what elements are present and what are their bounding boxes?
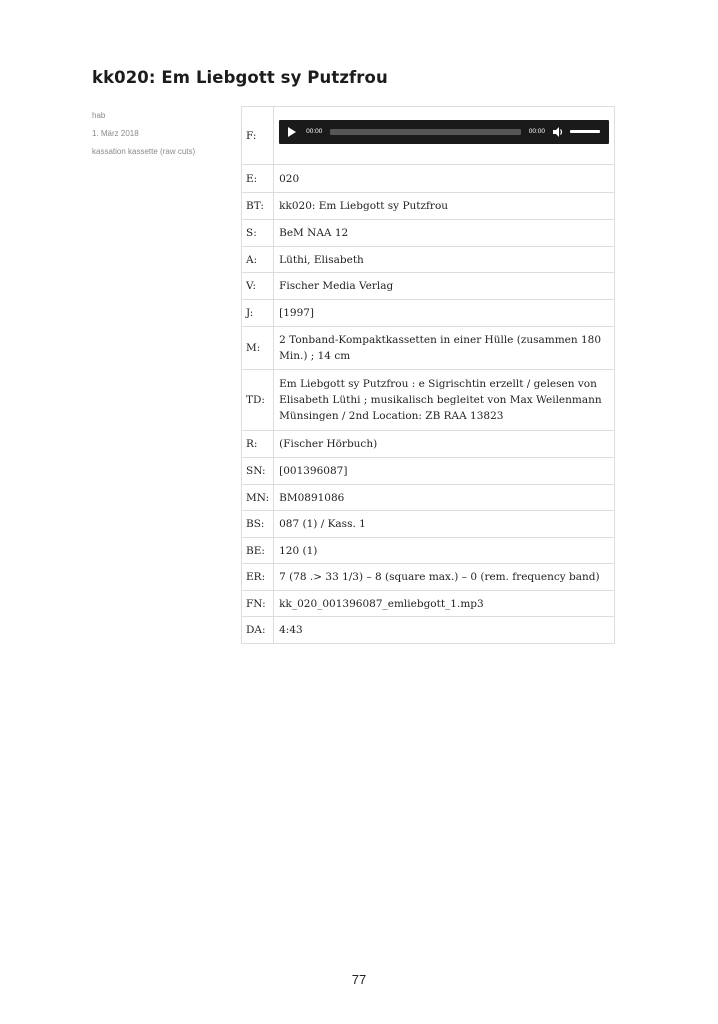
field-value: [001396087] [274, 458, 615, 485]
table-row [242, 220, 615, 247]
field-value: kk020: Em Liebgott sy Putzfrou [274, 193, 615, 220]
play-icon[interactable] [288, 127, 296, 137]
field-value: [1997] [274, 300, 615, 327]
table-row [242, 431, 615, 458]
table-row [242, 193, 615, 220]
field-value: Em Liebgott sy Putzfrou : e Sigrischtin erzellt / gelesen von Elisabeth Lüthi ; musikalisch begleitet von Max Weilenmann Münsingen / 2nd Location: ZB RAA 13823 [274, 370, 615, 431]
audio-player [279, 120, 609, 144]
table-row [242, 617, 615, 644]
table-row [242, 538, 615, 564]
field-value: 120 (1) [274, 538, 615, 564]
table-row [242, 247, 615, 273]
field-value: (Fischer Hörbuch) [274, 431, 615, 458]
field-key: MN: [242, 485, 274, 511]
field-key: BE: [242, 538, 274, 564]
table-row [242, 458, 615, 485]
field-key: DA: [242, 617, 274, 644]
duration: 00:00 [528, 127, 545, 135]
field-key: V: [242, 273, 274, 300]
table-row [242, 591, 615, 617]
field-key: ER: [242, 564, 274, 591]
field-value: kk_020_001396087_emliebgott_1.mp3 [274, 591, 615, 617]
current-time: 00:00 [306, 127, 323, 135]
table-row [242, 273, 615, 300]
page-number: 77 [351, 972, 367, 987]
field-key: F: [242, 107, 274, 165]
field-key: FN: [242, 591, 274, 617]
field-key: TD: [242, 370, 274, 431]
table-row [242, 300, 615, 327]
field-key: R: [242, 431, 274, 458]
field-key: BT: [242, 193, 274, 220]
date-link[interactable]: 1. März 2018 [92, 129, 139, 138]
table-row [242, 511, 615, 538]
field-key: M: [242, 327, 274, 370]
field-key: S: [242, 220, 274, 247]
field-value [274, 107, 615, 165]
post-title: kk020: Em Liebgott sy Putzfrou [92, 68, 388, 87]
field-value: 020 [274, 165, 615, 193]
field-value: 7 (78 .> 33 1/3) – 8 (square max.) – 0 (rem. frequency band) [274, 564, 615, 591]
post-meta [92, 110, 202, 164]
volume-slider[interactable] [570, 130, 600, 133]
field-value: Fischer Media Verlag [274, 273, 615, 300]
field-value: 2 Tonband-Kompaktkassetten in einer Hülle (zusammen 180 Min.) ; 14 cm [274, 327, 615, 370]
table-row [242, 327, 615, 370]
field-value: BeM NAA 12 [274, 220, 615, 247]
field-key: J: [242, 300, 274, 327]
table-row [242, 564, 615, 591]
seek-bar[interactable] [330, 129, 520, 135]
field-key: SN: [242, 458, 274, 485]
record-table [241, 106, 615, 644]
table-row [242, 485, 615, 511]
field-key: E: [242, 165, 274, 193]
category-link[interactable]: kassation kassette (raw cuts) [92, 147, 196, 156]
speaker-icon[interactable] [553, 127, 564, 137]
table-row [242, 370, 615, 431]
field-value: 087 (1) / Kass. 1 [274, 511, 615, 538]
table-row [242, 107, 615, 165]
table-row [242, 165, 615, 193]
field-value: 4:43 [274, 617, 615, 644]
field-key: A: [242, 247, 274, 273]
field-value: BM0891086 [274, 485, 615, 511]
field-value: Lüthi, Elisabeth [274, 247, 615, 273]
field-key: BS: [242, 511, 274, 538]
author-link[interactable]: hab [92, 111, 106, 120]
